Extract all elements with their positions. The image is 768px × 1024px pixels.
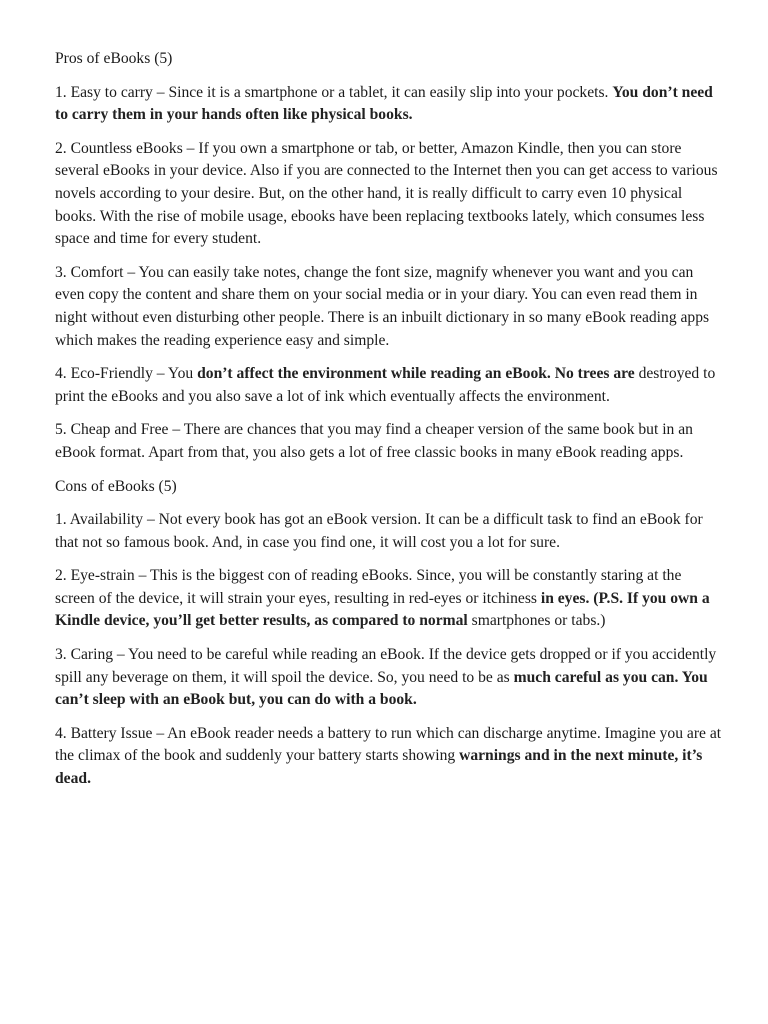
pros-item-4-emphasis: don’t affect the environment while reading an eBook. No trees are — [197, 365, 635, 383]
cons-item-2-after: smartphones or tabs.) — [467, 612, 606, 630]
pros-heading: Pros of eBooks (5) — [55, 50, 173, 67]
cons-item-3-text: 3. Caring – You need to be careful while reading an eBook. If the device gets dropped or if you accidently spill any beverage on them, it will spoil the device. So, you need to be as — [55, 646, 717, 686]
pros-item-4-text: 4. Eco-Friendly – You — [55, 365, 198, 383]
pros-item-1 — [55, 82, 725, 127]
cons-item-2 — [55, 565, 725, 633]
pros-item-3 — [55, 262, 725, 352]
cons-item-4 — [55, 723, 725, 791]
cons-item-3 — [55, 644, 725, 712]
cons-item-1 — [55, 509, 725, 554]
cons-item-2-emphasis: in eyes. (P.S. If you own a Kindle device, you’ll get better results, as compared to normal — [55, 589, 710, 630]
pros-item-5-text: 5. Cheap and Free – There are chances that you may find a cheaper version of the same book but in an eBook format. Apart from that, you also gets a lot of free classic books in many eBook reading apps. — [55, 421, 693, 461]
document-page — [55, 48, 725, 802]
cons-item-1-text: 1. Availability – Not every book has got an eBook version. It can be a difficult task to find an eBook for that not so famous book. And, in case you find one, it will cost you a lot for sure. — [55, 511, 703, 551]
cons-item-3-emphasis: much careful as you can. You can’t sleep with an eBook but, you can do with a book. — [55, 668, 708, 709]
cons-item-4-text: 4. Battery Issue – An eBook reader needs a battery to run which can discharge anytime. Imagine you are at the climax of the book and suddenly your battery starts showing — [55, 724, 722, 765]
cons-item-4-emphasis: warnings and in the next minute, it’s dead. — [55, 747, 703, 788]
pros-item-4-after: destroyed to print the eBooks and you also save a lot of ink which eventually affects the environment. — [55, 365, 716, 405]
pros-item-2 — [55, 138, 725, 251]
pros-item-2-text: 2. Countless eBooks – If you own a smartphone or tab, or better, Amazon Kindle, then you can store several eBooks in your device. Also if you are connected to the Internet then you can get access to various novels according to your desire. But, on the other hand, it is really difficult to carry even 10 physical books. With the rise of mobile usage, ebooks have been replacing textbooks lately, which consumes less space and time for every student. — [55, 139, 718, 248]
cons-heading: Cons of eBooks (5) — [55, 477, 177, 495]
pros-item-5 — [55, 419, 725, 464]
cons-item-2-text: 2. Eye-strain – This is the biggest con of reading eBooks. Since, you will be constantly staring at the screen of the device, it will strain your eyes, resulting in red-eyes or itchiness — [55, 567, 682, 607]
pros-item-4 — [55, 363, 725, 408]
pros-item-3-text: 3. Comfort – You can easily take notes, change the font size, magnify whenever you want and you can even copy the content and share them on your social media or in your diary. You can even read them in night without even disturbing other people. There is an inbuilt dictionary in so many eBook reading apps which makes the reading experience easy and simple. — [55, 263, 710, 349]
pros-item-1-emphasis: You don’t need to carry them in your hands often like physical books. — [55, 83, 713, 124]
pros-item-1-text: 1. Easy to carry – Since it is a smartphone or a tablet, it can easily slip into your pockets. — [55, 83, 613, 101]
